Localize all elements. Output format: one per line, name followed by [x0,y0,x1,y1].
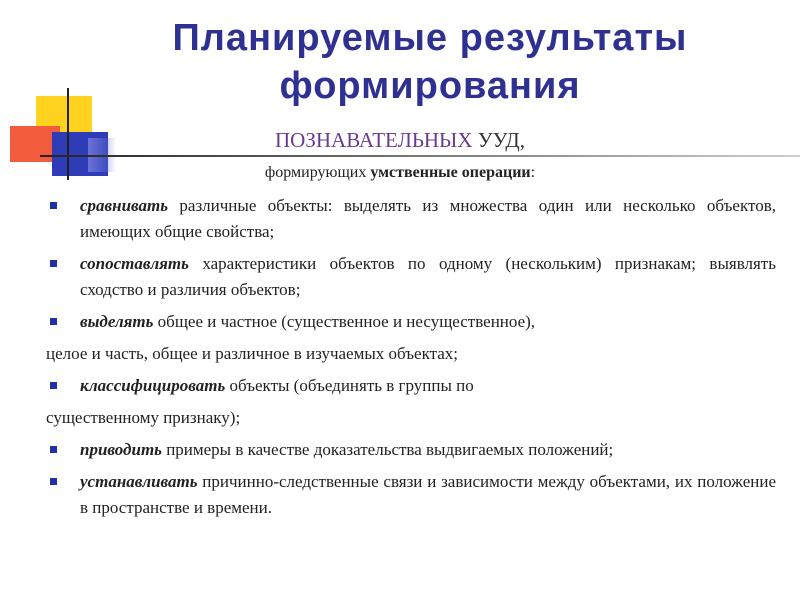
subtitle-rest: УУД, [472,128,525,152]
title-line-1: Планируемые результаты [172,17,688,59]
title-line-2: формирования [279,65,581,107]
item-keyword: приводить [80,440,162,459]
item-text: объекты (объединять в группы по [225,376,474,395]
subheading [0,164,800,182]
list-item [46,251,776,303]
item-keyword: сравнивать [80,196,169,215]
decor-horizontal-line [40,155,800,157]
list-item [46,437,776,463]
item-text: различные объекты: выделять из множества один или несколько объектов, имеющих общие свойства; [80,196,776,241]
subheading-bold: умственные операции [370,164,531,181]
item-text: причинно-следственные связи и зависимости между объектами, их положение в пространстве и времени. [80,472,776,517]
subtitle-accent: ПОЗНАВАТЕЛЬНЫХ [275,128,473,152]
square-bullet-icon [50,318,57,325]
item-continuation: целое и часть, общее и различное в изучаемых объектах; [46,344,459,363]
item-keyword: выделять [80,312,154,331]
square-bullet-icon [50,446,57,453]
item-text: примеры в качестве доказательства выдвигаемых положений; [161,440,614,459]
slide-title [70,14,790,110]
subheading-suffix: : [530,164,536,181]
list-item [46,193,776,245]
subtitle [0,128,800,153]
item-keyword: устанавливать [80,472,198,491]
subheading-prefix: формирующих [264,164,371,181]
item-keyword: сопоставлять [80,254,189,273]
list-item [46,373,776,399]
square-bullet-icon [50,202,57,209]
item-continuation: существенному признаку); [46,408,241,427]
bullet-list [46,193,776,527]
list-item [46,309,776,335]
item-keyword: классифицировать [80,376,226,395]
square-bullet-icon [50,260,57,267]
item-text: общее и частное (существенное и несущественное), [153,312,536,331]
square-bullet-icon [50,382,57,389]
list-item [46,469,776,521]
square-bullet-icon [50,478,57,485]
item-text: характеристики объектов по одному (нескольким) признакам; выявлять сходство и различия объектов; [80,254,776,299]
